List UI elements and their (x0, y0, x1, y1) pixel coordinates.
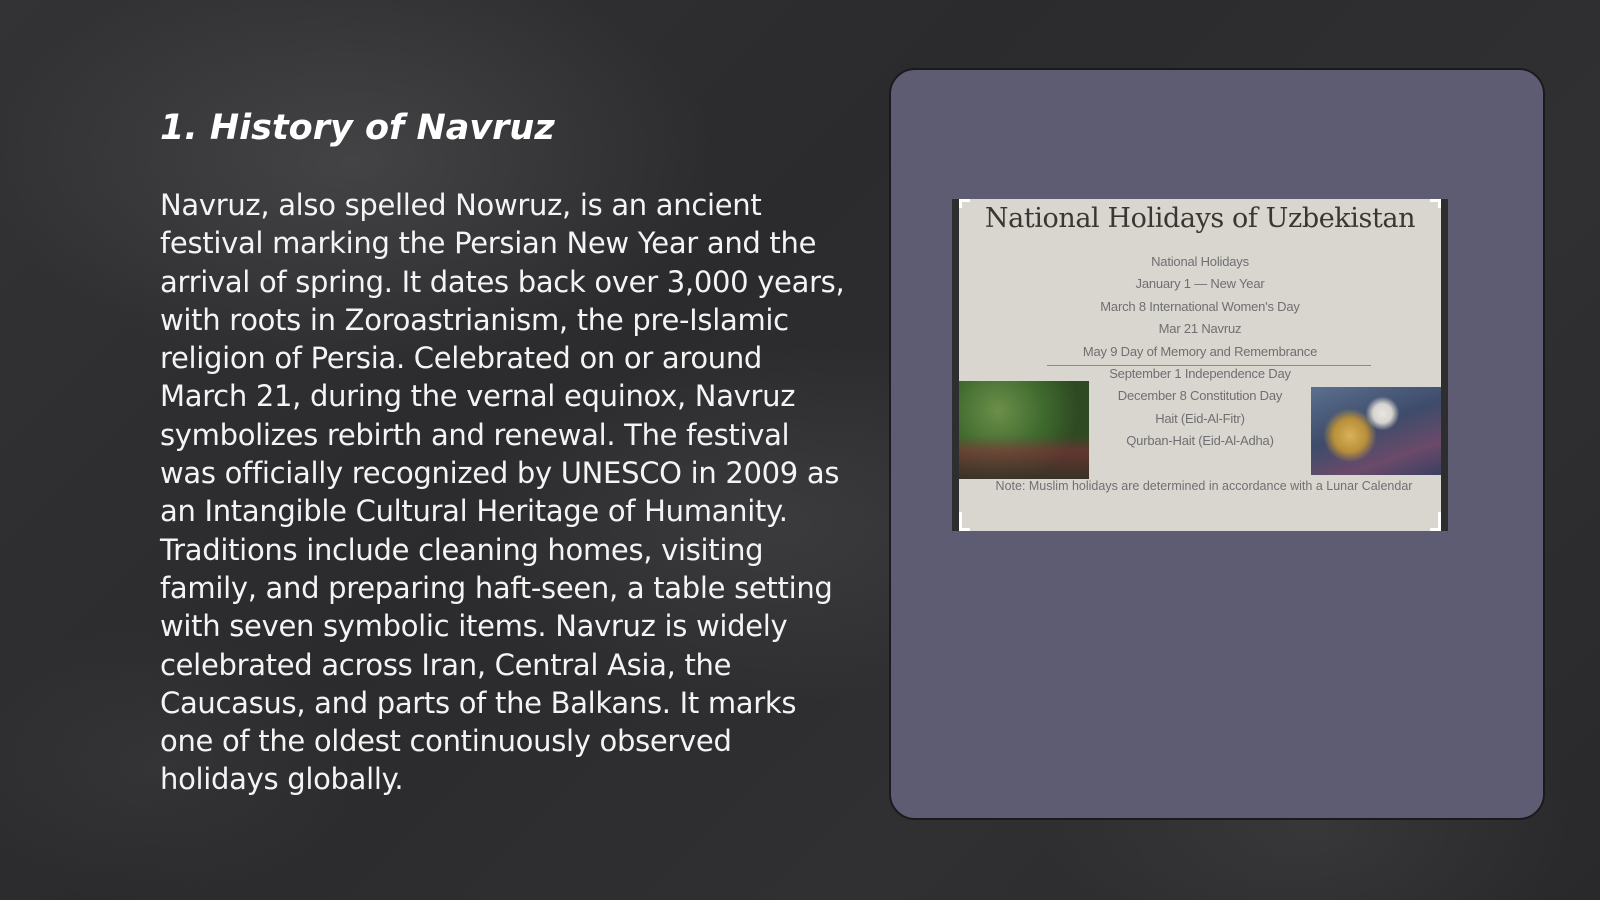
holiday-item: May 9 Day of Memory and Remembrance (1082, 343, 1318, 359)
divider (1047, 365, 1371, 366)
celebration-people-photo (1311, 387, 1441, 475)
holidays-note: Note: Muslim holidays are determined in accordance with a Lunar Calendar (995, 479, 1413, 493)
festival-crowd-photo (959, 381, 1089, 479)
holidays-image-title: National Holidays of Uzbekistan (984, 203, 1416, 234)
holiday-item: Hait (Eid-Al-Fitr) (1155, 410, 1245, 426)
crop-handle-bottom-right[interactable] (1430, 512, 1441, 531)
holiday-item: Qurban-Hait (Eid-Al-Adha) (1126, 433, 1274, 449)
crop-handle-bottom-left[interactable] (959, 512, 970, 531)
holidays-list-header: National Holidays (1151, 254, 1249, 269)
holiday-item: March 8 International Women's Day (1100, 298, 1300, 314)
holiday-item: December 8 Constitution Day (1117, 388, 1283, 404)
crop-handle-top-left[interactable] (959, 199, 970, 208)
crop-handle-top-right[interactable] (1430, 199, 1441, 208)
holidays-image[interactable] (952, 199, 1448, 531)
slide-body-text: Navruz, also spelled Nowruz, is an ancient festival marking the Persian New Year and the arrival of spring. It dates back over 3,000 years, with roots in Zoroastrianism, the pre-Islamic religion of Persia. Celebrated on or around March 21, during the vernal equinox, Navruz symbolizes rebirth and renewal. The festival was officially recognized by UNESCO in 2009 as an Intangible Cultural Heritage of Humanity. Traditions include cleaning homes, visiting family, and preparing haft-seen, a table setting with seven symbolic items. Navruz is widely celebrated across Iran, Central Asia, the Caucasus, and parts of the Balkans. It marks one of the oldest continuously observed holidays globally. (160, 188, 845, 797)
holiday-item: September 1 Independence Day (1109, 366, 1291, 382)
slide-title: 1. History of Navruz (160, 108, 555, 148)
holiday-item: Mar 21 Navruz (1158, 321, 1242, 337)
holiday-item: January 1 — New Year (1135, 276, 1265, 292)
